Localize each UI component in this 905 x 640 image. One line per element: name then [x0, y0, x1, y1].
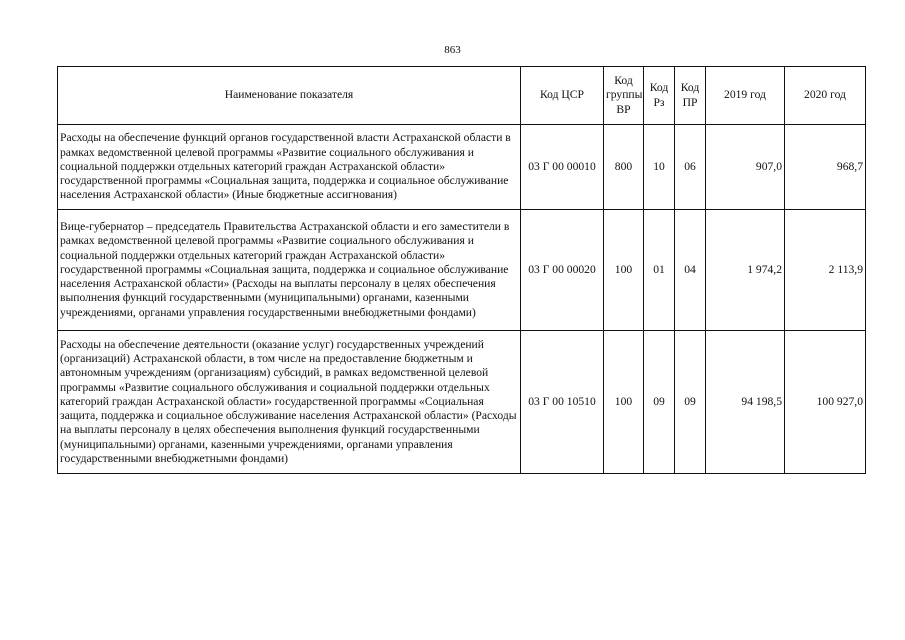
cell-pr-code: 06	[675, 125, 706, 210]
cell-amount-2019: 94 198,5	[706, 331, 785, 474]
header-indicator-name: Наименование показателя	[58, 67, 521, 125]
cell-csr-code: 03 Г 00 00020	[521, 210, 604, 331]
cell-amount-2019: 1 974,2	[706, 210, 785, 331]
header-year-2019: 2019 год	[706, 67, 785, 125]
budget-table	[57, 66, 866, 474]
header-pr-code: Код ПР	[675, 67, 706, 125]
cell-pr-code: 04	[675, 210, 706, 331]
header-rz-code: Код Рз	[644, 67, 675, 125]
table-row	[58, 125, 866, 210]
cell-rz-code: 01	[644, 210, 675, 331]
cell-vr-group-code: 800	[604, 125, 644, 210]
cell-vr-group-code: 100	[604, 210, 644, 331]
table-row	[58, 210, 866, 331]
cell-amount-2020: 2 113,9	[785, 210, 866, 331]
cell-pr-code: 09	[675, 331, 706, 474]
table-body	[58, 125, 866, 474]
header-csr-code: Код ЦСР	[521, 67, 604, 125]
cell-indicator-name: Расходы на обеспечение деятельности (оказание услуг) государственных учреждений (организаций) Астраханской области, в том числе на предоставление бюджетным и автономным учреждениям (организациям) субсидий, в рамках ведомственной целевой программы «Развитие социального обслуживания и социальной поддержки отдельных категорий граждан Астраханской области» государственной программы «Социальная защита, поддержка и социальное обслуживание населения Астраханской области» (Расходы на выплаты персоналу в целях обеспечения выполнения функций государственными (муниципальными) органами, казенными учреждениями, органами управления государственными внебюджетными фондами)	[58, 331, 521, 474]
header-row	[58, 67, 866, 125]
cell-rz-code: 10	[644, 125, 675, 210]
header-year-2020: 2020 год	[785, 67, 866, 125]
cell-vr-group-code: 100	[604, 331, 644, 474]
cell-csr-code: 03 Г 00 10510	[521, 331, 604, 474]
cell-indicator-name: Вице-губернатор – председатель Правительства Астраханской области и его заместители в рамках ведомственной целевой программы «Развитие социального обслуживания и социальной поддержки отдельных категорий граждан Астраханской области» государственной программы «Социальная защита, поддержка и социальное обслуживание населения Астраханской области» (Расходы на выплаты персоналу в целях обеспечения выполнения функций государственными (муниципальными) органами, казенными учреждениями, органами управления государственными внебюджетными фондами)	[58, 210, 521, 331]
table-row	[58, 331, 866, 474]
cell-amount-2019: 907,0	[706, 125, 785, 210]
cell-rz-code: 09	[644, 331, 675, 474]
cell-amount-2020: 100 927,0	[785, 331, 866, 474]
table-header	[58, 67, 866, 125]
cell-indicator-name: Расходы на обеспечение функций органов государственной власти Астраханской области в рамках ведомственной целевой программы «Развитие социального обслуживания и социальной поддержки отдельных категорий граждан Астраханской области» государственной программы «Социальная защита, поддержка и социальное обслуживание населения Астраханской области» (Иные бюджетные ассигнования)	[58, 125, 521, 210]
cell-csr-code: 03 Г 00 00010	[521, 125, 604, 210]
cell-amount-2020: 968,7	[785, 125, 866, 210]
header-vr-group-code: Код группы ВР	[604, 67, 644, 125]
page-number: 863	[444, 44, 461, 56]
